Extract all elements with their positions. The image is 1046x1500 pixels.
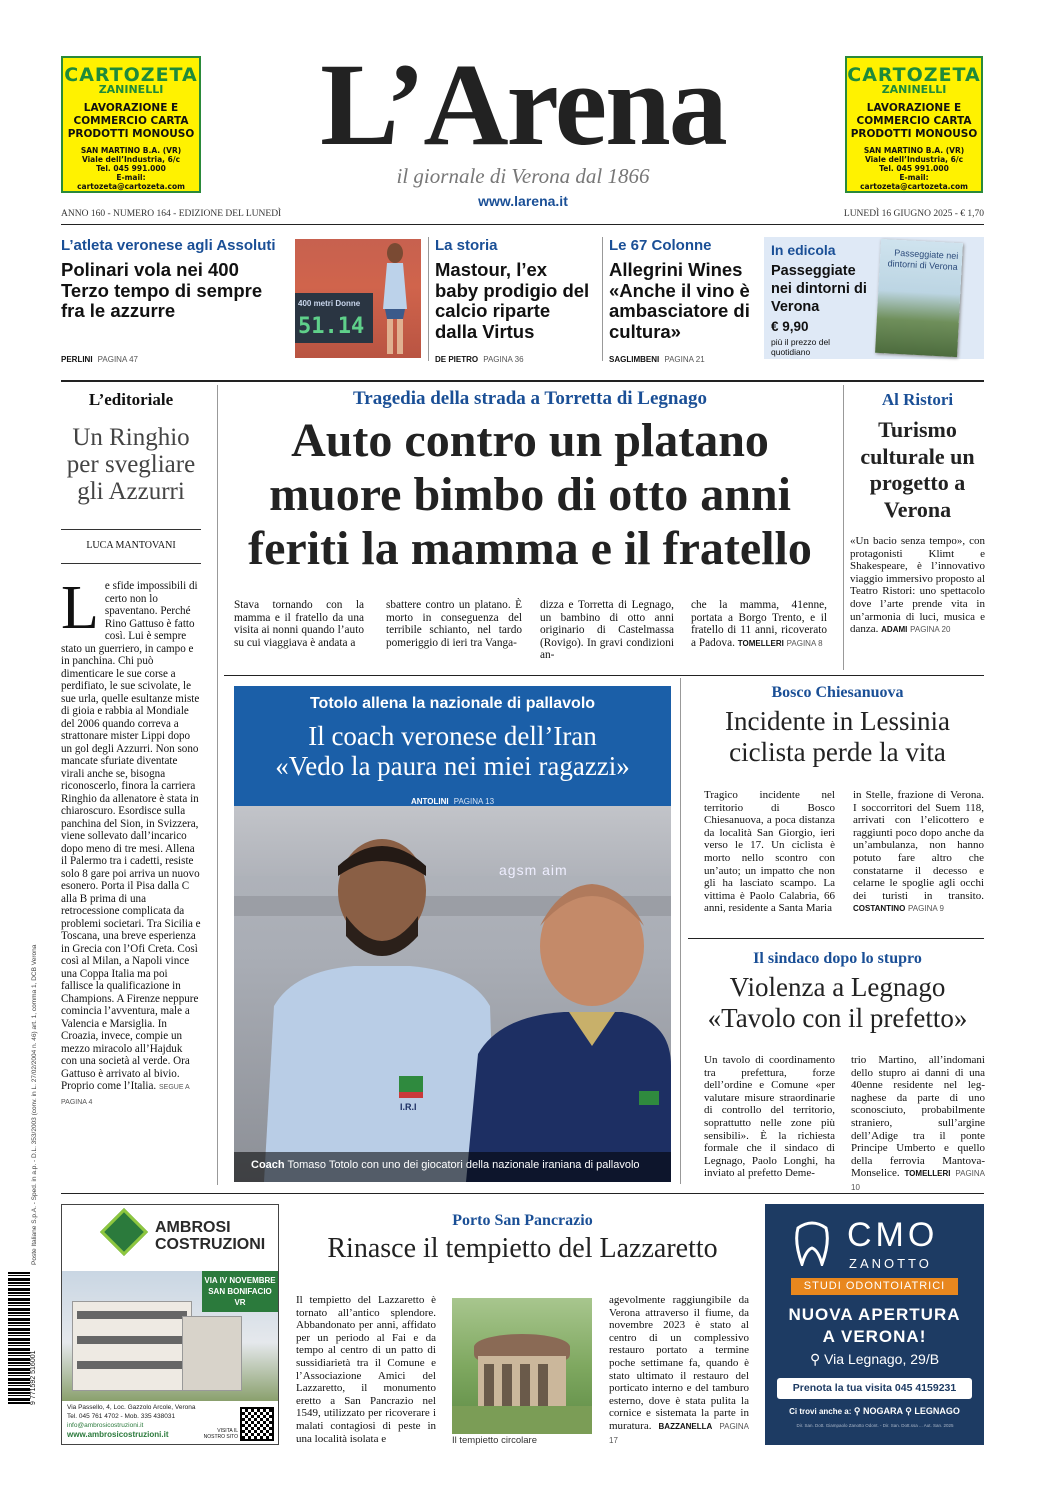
teaser-kicker: La storia: [435, 237, 498, 254]
ad-addr: Viale dell’Industria, 6/c: [81, 155, 181, 164]
bosco-col2: in Stelle, frazione di Verona. I soccorritori del Suem 118, arrivati con l’elicottero e raggiunti poco dopo anche da un’ambulanza, non hanno potuto fare altro che constatarne il decesso e celarne le spoglie agli occhi dei turisti in transito.: [853, 789, 984, 902]
lead-page: PAGINA 8: [786, 638, 823, 648]
vdivider: [217, 385, 218, 1185]
cmo-loc: NOGARA: [863, 1406, 903, 1416]
editorial-body: e sfide impossibili di certo non lo spaventano. Perché Rino Gattuso è fatto così. Lui è sempre stato un guerriero, in campo e in panchina. Chi può dimenticare le sue corse a perdifiato, le sue scivolate, le sue urla, quelle esultanze miste di gioia e rabbia al Mondiale del 2006 quando correva a strattonare mister Lippi dopo un gol degli Azzurri. Non sono mancate sfuriate diventate virali anche se, bisogna riconoscerlo, finora la carriera Ringhio da allenatore è stata in chiaroscuro. Esordisce sulla panchina del Sion, in Svizzera, viene sollevato dall’incarico dopo meno di tre mesi. Allena il Palermo tra i cadetti, resiste solo 8 gare poi arriva un nuovo esonero. Porta il Pisa dalla C alla B prima di una retrocessione complicata da problemi societari. Tra Sicilia e Toscana, una breve esperienza in Grecia con l’Ofi Creta. Così così al Milan, a Napoli vince una Coppa Italia ma poi fallisce la qualificazione in Champions. A Firenze neppure comincia l’avventura, male a Valencia e Marsiglia. In Croazia, invece, compie un mezzo miracolo all’Hajduk con una società al verde. Ora Gattuso è arrivato al bivio. Proprio come l’Italia.: [61, 580, 201, 1092]
masthead-url[interactable]: www.larena.it: [478, 193, 568, 209]
lead-col: Stava tornando con la mamma e il fratello da una visita ai nonni quando l’auto su cui viaggiava è andata a: [234, 599, 364, 649]
cmo-brand: CMO: [847, 1216, 939, 1254]
ad-ambrosi[interactable]: [61, 1204, 279, 1445]
ambrosi-tel: Tel. 045 761 4702 - Mob. 335 438031: [67, 1413, 176, 1420]
cmo-brand2: ZANOTTO: [849, 1256, 932, 1271]
ad-cartozeta-right[interactable]: [845, 56, 983, 193]
teaser-page: PAGINA 47: [97, 355, 138, 364]
barcode-number: 9 771592 516001: [30, 1350, 37, 1405]
ad-line: PRODOTTI MONOUSO: [850, 128, 978, 140]
teaser-title: Polinari vola nei 400 Terzo tempo di sempre fra le azzurre: [61, 259, 263, 321]
divider: [224, 675, 984, 676]
volley-photo: [234, 806, 671, 1182]
editorial-author: LUCA MANTOVANI: [86, 540, 176, 551]
postal-text: Poste Italiane S.p.A. - Sped. in a.p. - D.L. 353/2003 (conv. in L. 27/02/2004 n. 46) art. 1, comma 1, DCB Verona: [31, 944, 38, 1265]
ristori-body: «Un bacio senza tempo», con protagonisti Klimt e Shakespeare, è l’innovativo viaggio immersivo proposto al Teatro Ristori: uno spettacolo dove l’arte prende vita in un’armonia di luci, musica e danza.: [850, 535, 985, 636]
ambrosi-email[interactable]: info@ambrosicostruzioni.it: [67, 1422, 144, 1429]
teaser-mastour[interactable]: [435, 237, 595, 364]
edicola-note: più il prezzo del quotidiano: [771, 337, 831, 357]
teaser-photo[interactable]: [295, 239, 421, 358]
bosco-headline: Incidente in Lessinia: [725, 706, 950, 736]
lazzaretto-col1: Il tempietto del Lazzaretto è tornato all’antico splendore. Abbandonato per anni, affidato per un periodo al Fai e da tempo al centro di un patto di sussidiarietà tra il Comune e l’Associazione Amici del Lazzaretto, il monumento eretto a San Pancrazio nel 1549, utilizzato per ricoverare i malati contagiosi di peste in una località isolata e: [296, 1294, 436, 1445]
dropcap: L: [61, 574, 99, 642]
ad-line: LAVORAZIONE E: [866, 102, 962, 114]
cmo-addr: Via Legnago, 29/B: [824, 1351, 940, 1367]
ad-addr: Viale dell’Industria, 6/c: [864, 155, 964, 164]
vdivider: [843, 385, 844, 670]
coach-and-player: [234, 806, 671, 1182]
ristori-kicker: Al Ristori: [881, 390, 954, 409]
ad-addr: SAN MARTINO B.A. (VR): [80, 146, 182, 155]
legnago-byline: TOMELLERI: [904, 1169, 951, 1179]
sign-text: 400 metri Donne: [298, 299, 361, 308]
lead-col: sbattere contro un platano. È morto in conseguenza del terribile schianto, nel tardo pomeriggio di ieri tra Vanga-: [386, 599, 522, 649]
volley-headline: Il coach veronese dell’Iran: [308, 721, 597, 751]
time-text: 51.14: [298, 314, 365, 339]
legnago-story[interactable]: [690, 950, 986, 1192]
volley-byline: ANTOLINI: [410, 797, 449, 806]
vdivider: [602, 237, 603, 361]
masthead-title: L’Arena: [320, 39, 726, 170]
divider-thick: [61, 1193, 984, 1194]
cmo-fine: Dir. San. Dott. Giampaolo Zanotto Odont. - Dir. San. Dott.ssa ... Aut. San. 2025: [796, 1423, 954, 1428]
badge-line: VR: [234, 1298, 246, 1307]
ambrosi-badge: [202, 1271, 278, 1312]
ambrosi-url[interactable]: www.ambrosicostruzioni.it: [67, 1430, 169, 1439]
teaser-title: Mastour, l’ex baby prodigio del calcio riparte dalla Virtus: [435, 259, 590, 342]
bosco-kicker: Bosco Chiesanuova: [771, 684, 904, 701]
caption-bold: Coach: [251, 1159, 285, 1171]
legnago-col2: trio Martino, all’indomani dello stupro ai danni di una 40enne residente nel legnaghese da parte di uno sconosciuto, probabilmente straniero, sull’argine dell’Adige tra il ponte Principe Umberto e quello della ferrovia Mantova-Monselice.: [851, 1054, 985, 1180]
ad-addr: E-mail: cartozeta@cartozeta.com: [77, 173, 185, 191]
teaser-page: PAGINA 36: [483, 355, 524, 364]
ad-addr: Tel. 045 991.000: [96, 164, 166, 173]
volley-caption: Tomaso Totolo con uno dei giocatori della nazionale iraniana di pallavolo: [287, 1159, 640, 1171]
legnago-headline: Violenza a Legnago: [729, 972, 946, 1002]
ad-brand: CARTOZETA: [847, 64, 981, 86]
lazzaretto-story[interactable]: [296, 1212, 749, 1452]
tempietto-photo: [452, 1298, 592, 1434]
lead-headline-line: Auto contro un platano: [291, 414, 769, 467]
volley-kicker: Totolo allena la nazionale di pallavolo: [309, 695, 596, 712]
volley-feature[interactable]: [234, 686, 671, 1182]
lazzaretto-byline: BAZZANELLA: [658, 1421, 713, 1431]
volley-page: PAGINA 13: [453, 797, 495, 806]
pin-icon: ⚲: [809, 1351, 821, 1367]
qr-code[interactable]: [240, 1407, 274, 1441]
ad-line: COMMERCIO CARTA: [856, 115, 972, 127]
bosco-headline: ciclista perde la vita: [729, 737, 946, 767]
ristori-story[interactable]: [850, 390, 985, 670]
pin-icon: ⚲: [853, 1406, 861, 1416]
lead-headline-line: muore bimbo di otto anni: [269, 468, 791, 521]
divider: [61, 224, 984, 225]
cmo-strip: STUDI ODONTOIATRICI: [791, 1278, 958, 1295]
lead-col: che la mamma, 41enne, portata a Borgo Trento, e il fratello di 11 anni, ricoverato a Padova.: [691, 599, 827, 649]
badge-line: VIA IV NOVEMBRE: [204, 1276, 276, 1285]
legnago-kicker: Il sindaco dopo lo stupro: [753, 950, 922, 967]
teaser-title: Allegrini Wines «Anche il vino è ambasciatore di cultura»: [609, 259, 750, 342]
lazzaretto-kicker: Porto San Pancrazio: [452, 1212, 593, 1229]
cmo-book[interactable]: Prenota la tua visita 045 4159231: [777, 1378, 972, 1399]
ad-brand2: ZANINELLI: [881, 83, 947, 96]
masthead-tagline: il giornale di Verona dal 1866: [396, 164, 650, 188]
tempietto-caption: Il tempietto circolare: [452, 1435, 538, 1446]
issue-info: ANNO 160 - NUMERO 164 - EDIZIONE DEL LUNEDÌ: [61, 209, 282, 219]
cmo-also: Ci trovi anche a:: [789, 1407, 852, 1416]
editorial-label: L’editoriale: [88, 390, 174, 409]
lead-story[interactable]: [224, 388, 836, 676]
arena-banner: agsm aim: [499, 862, 568, 878]
pin-icon: ⚲: [905, 1406, 912, 1416]
lead-headline-line: feriti la mamma e il fratello: [248, 522, 812, 575]
jersey-text: I.R.I: [400, 1102, 417, 1112]
ristori-page: PAGINA 20: [910, 625, 951, 635]
lazzaretto-headline: Rinasce il tempietto del Lazzaretto: [327, 1233, 718, 1264]
ad-addr: SAN MARTINO B.A. (VR): [863, 146, 965, 155]
ambrosi-logo-icon: [100, 1208, 148, 1256]
ambrosi-addr: Via Passello, 4, Loc. Gazzolo Arcole, Verona: [67, 1404, 196, 1411]
legnago-headline: «Tavolo con il prefetto»: [707, 1003, 968, 1033]
ad-line: COMMERCIO CARTA: [73, 115, 189, 127]
teaser-kicker: L’atleta veronese agli Assoluti: [61, 237, 276, 254]
volley-headline: «Vedo la paura nei miei ragazzi»: [275, 751, 630, 781]
teaser-byline: DE PIETRO: [435, 355, 479, 364]
ad-cmo[interactable]: [765, 1204, 984, 1445]
ad-line: PRODOTTI MONOUSO: [67, 128, 195, 140]
lead-kicker: Tragedia della strada a Torretta di Legnago: [353, 388, 707, 409]
lazzaretto-page: PAGINA 17: [609, 1421, 749, 1445]
cmo-line2: A VERONA!: [822, 1327, 927, 1346]
barcode: [8, 1272, 30, 1404]
editorial-title: Un Ringhio per svegliare gli Azzurri: [66, 424, 196, 505]
bosco-byline: COSTANTINO: [853, 904, 906, 914]
divider-thick: [61, 380, 984, 382]
teaser-byline: PERLINI: [61, 355, 93, 364]
lazzaretto-col2: agevolmente raggiungibile da Verona attraverso il fiume, da novembre 2023 è stato al centro di un complessivo restauro portato a termine poche settimane fa, quando è stato ultimato il restauro del porticato interno e del tamburo esterno, dove è stata pulita la cornice e sistemata la parte in muratura.: [609, 1294, 749, 1432]
teaser-allegrini[interactable]: [609, 237, 757, 364]
cmo-address: [765, 1351, 984, 1368]
editorial-continue: SEGUE A PAGINA 4: [61, 1084, 190, 1106]
divider: [688, 938, 984, 939]
ad-addr: Tel. 045 991.000: [879, 164, 949, 173]
teaser-polinari[interactable]: [61, 237, 286, 364]
ambrosi-brand2: COSTRUZIONI: [155, 1236, 266, 1253]
ad-line: LAVORAZIONE E: [83, 102, 179, 114]
book-title: Passeggiate nei dintorni di Verona: [887, 247, 959, 272]
athlete-figure: [365, 239, 421, 358]
issue-date: LUNEDÌ 16 GIUGNO 2025 - € 1,70: [843, 209, 984, 219]
lead-col: dizza e Torretta di Legnago, un bambino di otto anni originario di Castelmassa (Rovigo). In gravi condizioni an-: [540, 599, 674, 662]
vdivider: [428, 237, 429, 361]
edicola-box[interactable]: [764, 237, 984, 359]
teaser-page: PAGINA 21: [664, 355, 705, 364]
legnago-col1: Un tavolo di coordinamento tra prefettura, forze dell’ordine e Comune «per valutare misure straordinarie di controllo del territorio, soprattutto nelle zone più sensibili». È la richiesta formale che il sindaco di Legnago, Paolo Longhi, ha inviato al prefetto Deme-: [704, 1054, 835, 1180]
ambrosi-visit: VISITA IL NOSTRO SITO: [203, 1428, 238, 1440]
ad-cartozeta-left[interactable]: [61, 56, 201, 193]
bosco-col1: Tragico incidente nel territorio di Bosco Chiesanuova, a poca distanza da località San Giorgio, ieri verso le 17. Un ciclista è morto nello scontro con un’auto; un impatto che non gli ha lasciato scampo. La vittima è Paolo Calabria, 66 anni, residente a Santa Maria: [704, 789, 835, 915]
ristori-byline: ADAMI: [881, 625, 908, 635]
lead-byline: TOMELLERI: [737, 638, 784, 648]
ambrosi-brand: AMBROSI: [155, 1219, 231, 1236]
teaser-byline: SAGLIMBENI: [609, 355, 660, 364]
ristori-title: Turismo culturale un progetto a Verona: [860, 417, 975, 522]
ad-addr: E-mail: cartozeta@cartozeta.com: [860, 173, 968, 191]
edicola-title: Passeggiate nei dintorni di Verona: [771, 263, 867, 315]
cmo-line1: NUOVA APERTURA: [788, 1305, 961, 1324]
ad-brand: CARTOZETA: [64, 64, 198, 86]
cmo-loc: LEGNAGO: [914, 1406, 960, 1416]
legnago-page: PAGINA 10: [851, 1169, 986, 1192]
edicola-price: € 9,90: [771, 319, 809, 334]
edicola-kicker: In edicola: [771, 242, 836, 258]
book-cover: [875, 239, 963, 357]
vdivider: [680, 678, 681, 1184]
bosco-page: PAGINA 9: [908, 904, 944, 914]
editorial[interactable]: [61, 390, 201, 1182]
teaser-kicker: Le 67 Colonne: [609, 237, 712, 254]
badge-line: SAN BONIFACIO: [208, 1287, 272, 1296]
ad-brand2: ZANINELLI: [98, 83, 164, 96]
bosco-story[interactable]: [690, 684, 985, 932]
tooth-icon: [794, 1220, 830, 1266]
